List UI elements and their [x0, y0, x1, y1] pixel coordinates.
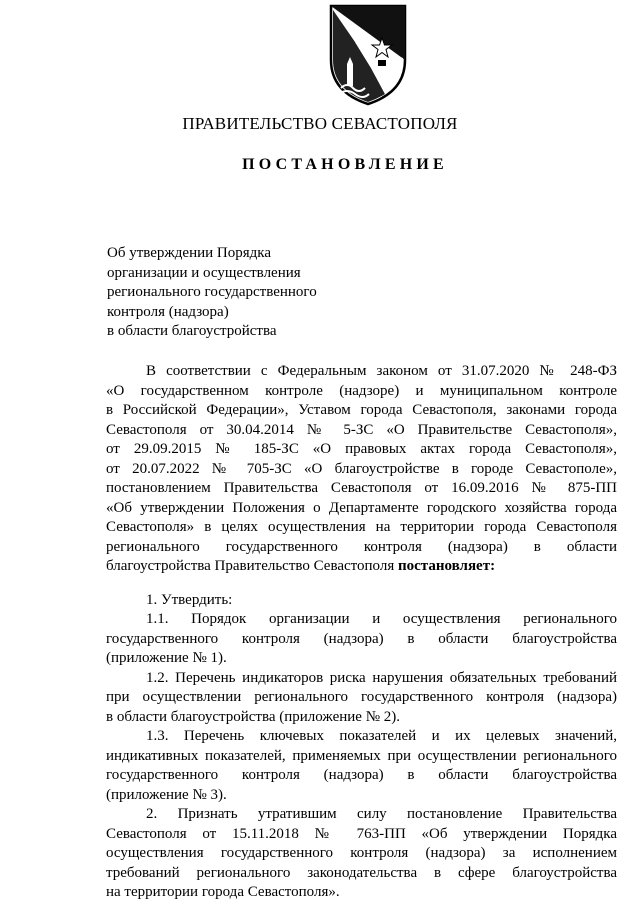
- item-line: 1.1. Порядок организации и осуществления регионального: [146, 611, 617, 627]
- item-line: 1.2. Перечень индикаторов риска нарушения обязательных требований: [146, 669, 617, 686]
- preamble-paragraph: [106, 362, 617, 577]
- preamble-text: благоустройства Правительство Севастополя: [106, 558, 398, 574]
- preamble-line: Севастополя от 30.04.2014 № 5-ЗС «О Правительстве Севастополя»,: [106, 421, 617, 438]
- preamble-line: от 29.09.2015 № 185-ЗС «О правовых актах города Севастополя»,: [106, 441, 617, 457]
- paragraph-gap: [106, 577, 617, 591]
- preamble-line: в Российской Федерации», Уставом города Севастополя, законами города: [106, 402, 617, 418]
- item-line: на территории города Севастополя».: [106, 884, 340, 900]
- preamble-line: В соответствии с Федеральным законом от 31.07.2020 № 248-ФЗ: [146, 363, 617, 379]
- document-subject: [107, 244, 317, 342]
- document-type-title: ПОСТАНОВЛЕНИЕ: [242, 156, 448, 173]
- preamble-line: постановлением Правительства Севастополя от 16.09.2016 № 875-ПП: [106, 480, 617, 496]
- item-1: 1. Утвердить:: [146, 591, 233, 608]
- preamble-line: Севастополя» в целях осуществления на территории города Севастополя: [106, 519, 617, 535]
- item-line: государственного контроля (надзора) в области благоустройства: [106, 630, 617, 647]
- item-line: в области благоустройства (приложение № 2).: [106, 708, 401, 725]
- item-line: индикативных показателей, применяемых при осуществлении регионального: [106, 747, 617, 764]
- government-name: ПРАВИТЕЛЬСТВО СЕВАСТОПОЛЯ: [182, 114, 458, 133]
- item-line: при осуществлении регионального государственного контроля (надзора): [106, 689, 617, 705]
- subject-line: в области благоустройства: [107, 323, 277, 339]
- subject-line: организации и осуществления: [107, 264, 301, 281]
- item-1-3: [106, 727, 617, 805]
- subject-line: регионального государственного: [107, 284, 317, 300]
- document-body: [106, 362, 617, 903]
- item-2: [106, 805, 617, 903]
- preamble-line: регионального государственного контроля (надзора) в области: [106, 538, 617, 555]
- item-1-2: [106, 669, 617, 728]
- item-line: осуществления государственного контроля (надзора) за исполнением: [106, 845, 617, 861]
- preamble-line: «О государственном контроле (надзоре) и муниципальном контроле: [106, 382, 617, 399]
- item-line: Севастополя от 15.11.2018 № 763-ПП «Об утверждении Порядка: [106, 825, 617, 842]
- preamble-line: «Об утверждении Положения о Департаменте городского хозяйства города: [106, 499, 617, 516]
- sevastopol-coat-of-arms-icon: [325, 2, 411, 106]
- subject-line: контроля (надзора): [107, 303, 229, 320]
- preamble-line: от 20.07.2022 № 705-ЗС «О благоустройстве в городе Севастополе»,: [106, 460, 617, 477]
- item-line: 2. Признать утратившим силу постановление Правительства: [146, 806, 617, 822]
- item-line: 1.3. Перечень ключевых показателей и их целевых значений,: [146, 728, 617, 744]
- item-1-1: [106, 610, 617, 669]
- preamble-last-line: [106, 557, 617, 577]
- item-line: (приложение № 1).: [106, 650, 227, 666]
- subject-line: Об утверждении Порядка: [107, 245, 271, 261]
- item-line: (приложение № 3).: [106, 786, 227, 803]
- item-line: государственного контроля (надзора) в области благоустройства: [106, 767, 617, 783]
- item-line: требований регионального законодательства в сфере благоустройства: [106, 864, 617, 881]
- decree-keyword: постановляет:: [398, 558, 496, 574]
